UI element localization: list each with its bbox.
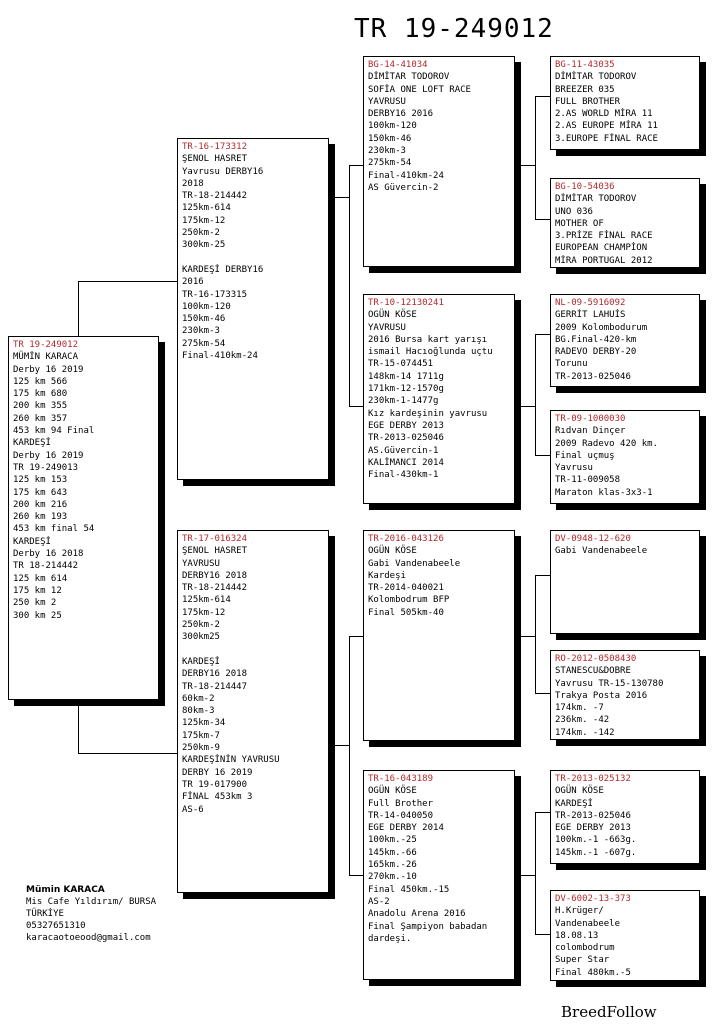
card-line: 300 km 25 — [13, 610, 62, 621]
card-line: AS.Güvercin-1 — [368, 445, 439, 456]
connector — [515, 406, 535, 407]
card-line: 100km.-1 -663g. — [555, 835, 637, 846]
card-line: 230km-3 — [182, 326, 220, 337]
card-line: KARDEŞİ — [13, 438, 51, 449]
card-line: FİNAL 453km 3 — [182, 792, 253, 803]
card-line: TR-16-173315 — [182, 289, 248, 300]
connector — [78, 700, 79, 753]
card-line: 250km-2 — [182, 228, 220, 239]
card-line: Derby 16 2019 — [13, 450, 84, 461]
card-line: 171km-12-1570g — [368, 384, 444, 395]
card-line: FULL BROTHER — [555, 96, 621, 107]
connector — [349, 636, 350, 875]
card-line: 174km. -142 — [555, 727, 615, 738]
card-line: Full Brother — [368, 798, 434, 809]
card-line: ŞENOL HASRET — [182, 546, 248, 557]
card-line: 100km-120 — [368, 121, 417, 132]
connector — [535, 575, 536, 693]
ring-number: TR-16-043189 — [368, 774, 434, 784]
card-line: 275km-54 — [182, 338, 226, 349]
contact-phone: 05327651310 — [26, 921, 86, 931]
card-line: STANESCU&DOBRE — [555, 666, 631, 677]
card-line: KARDEŞİ — [13, 536, 51, 547]
sire-card — [177, 138, 329, 480]
card-line: 453 km 94 Final — [13, 426, 95, 437]
connector — [515, 875, 535, 876]
card-line: 3.EUROPE FİNAL RACE — [555, 133, 658, 144]
card-line: 200 km 216 — [13, 499, 68, 510]
card-line: ŞENOL HASRET — [182, 154, 248, 165]
card-line: EGE DERBY 2013 — [555, 823, 631, 834]
card-line: 175 km 12 — [13, 585, 62, 596]
card-line: YAVRUSU — [182, 558, 220, 569]
card-line: 175 km 680 — [13, 389, 68, 400]
ring-number: DV-0948-12-620 — [555, 534, 631, 544]
dam-sire-sire-card — [550, 530, 700, 634]
card-line: Super Star — [555, 955, 610, 966]
ring-number: BG-10-54036 — [555, 182, 615, 192]
dam-card — [177, 530, 329, 893]
card-line: 148km-14 1711g — [368, 371, 444, 382]
card-line: OGÜN KÖSE — [368, 786, 417, 797]
contact-address: Mis Cafe Yıldırım/ BURSA — [26, 897, 157, 907]
card-line: 3.PRİZE FİNAL RACE — [555, 231, 653, 242]
card-line: 2016 — [182, 277, 204, 288]
card-line: Final-410km-24 — [368, 170, 444, 181]
card-line: 60km-2 — [182, 693, 215, 704]
dam-dam-sire-card — [550, 770, 700, 864]
ring-number: TR-16-173312 — [182, 142, 248, 152]
card-line: 125km-34 — [182, 718, 226, 729]
ring-number: TR 19-249012 — [13, 340, 79, 350]
ring-number: TR-2016-043126 — [368, 534, 444, 544]
card-line: Final 505km-40 — [368, 607, 444, 618]
contact-country: TÜRKİYE — [26, 909, 64, 919]
card-line: Final 480km.-5 — [555, 967, 631, 978]
card-line: 150km-46 — [368, 133, 412, 144]
card-line: DERBY16 2018 — [182, 669, 248, 680]
sire-sire-card — [363, 56, 515, 267]
card-line: BREEZER 035 — [555, 84, 615, 95]
card-line: KARDEŞİ — [555, 798, 593, 809]
card-line: Final-430km-1 — [368, 470, 439, 481]
pedigree-title: TR 19-249012 — [354, 14, 554, 44]
card-line: 250 km 2 — [13, 598, 57, 609]
card-line: OGÜN KÖSE — [368, 546, 417, 557]
connector — [515, 636, 535, 637]
card-line: Final-410km-24 — [182, 351, 258, 362]
card-line: TR-2014-040021 — [368, 583, 444, 594]
card-line: Yavrusu TR-15-130780 — [555, 678, 664, 689]
ring-number: TR-2013-025132 — [555, 774, 631, 784]
card-line: 2009 Radevo 420 km. — [555, 438, 658, 449]
card-line: OGÜN KÖSE — [555, 786, 604, 797]
connector — [515, 165, 535, 166]
card-line: 300km-25 — [182, 240, 226, 251]
connector — [349, 165, 350, 406]
card-line: EGE DERBY 2013 — [368, 420, 444, 431]
card-line: colombodrum — [555, 943, 615, 954]
card-line: Gabi Vandenabeele — [555, 546, 648, 557]
card-line: Final Şampiyon babadan — [368, 921, 488, 932]
card-line: 230km-1-1477g — [368, 396, 439, 407]
card-line: 145km.-66 — [368, 847, 417, 858]
card-line: DİMİTAR TODOROV — [555, 194, 637, 205]
card-line: Derby 16 2019 — [13, 364, 84, 375]
card-line: Vandenabeele — [555, 918, 621, 929]
card-line: TR-11-009058 — [555, 475, 621, 486]
card-line: TR-2013-025046 — [555, 371, 631, 382]
card-line: Yavrusu DERBY16 — [182, 166, 264, 177]
brand-logo-text: BreedFollow — [561, 1003, 657, 1021]
card-line: YAVRUSU — [368, 322, 406, 333]
connector — [78, 753, 179, 754]
dam-sire-dam-card — [550, 650, 700, 740]
card-line: Torunu — [555, 359, 588, 370]
card-line: 175km-7 — [182, 730, 220, 741]
card-line: 174km. -7 — [555, 703, 604, 714]
card-line: KARDEŞİ — [182, 656, 220, 667]
card-line: AS-6 — [182, 804, 204, 815]
card-line: MİRA PORTUGAL 2012 — [555, 255, 653, 266]
card-line: 175km-12 — [182, 215, 226, 226]
ring-number: TR-09-1000030 — [555, 414, 626, 424]
card-line: 2.AS WORLD MİRA 11 — [555, 109, 653, 120]
card-line: AS Güvercin-2 — [368, 182, 439, 193]
sire-dam-card — [363, 294, 515, 504]
card-line: KARDEŞİNİN YAVRUSU — [182, 755, 280, 766]
dam-dam-dam-card — [550, 890, 700, 981]
card-line: 2.AS EUROPE MİRA 11 — [555, 121, 658, 132]
card-line: 2009 Kolombodurum — [555, 322, 648, 333]
connector — [329, 197, 349, 198]
card-line: Derby 16 2018 — [13, 549, 84, 560]
card-line: 100km-120 — [182, 301, 231, 312]
dam-dam-card — [363, 770, 515, 980]
card-line: GERRİT LAHUİS — [555, 310, 626, 321]
card-line: EUROPEAN CHAMPİON — [555, 243, 648, 254]
card-line: 2018 — [182, 178, 204, 189]
connector — [329, 745, 349, 746]
card-line: UNO 036 — [555, 206, 593, 217]
card-line: KARDEŞİ DERBY16 — [182, 264, 264, 275]
card-line: YAVRUSU — [368, 96, 406, 107]
card-line: 260 km 357 — [13, 413, 68, 424]
card-line: H.Krüger/ — [555, 906, 604, 917]
card-line: 175km-12 — [182, 607, 226, 618]
card-line: TR-18-214442 — [182, 191, 248, 202]
card-line: dardeşi. — [368, 933, 412, 944]
card-line: Gabi Vandenabeele — [368, 558, 461, 569]
connector — [78, 281, 79, 336]
card-line: DİMİTAR TODOROV — [555, 72, 637, 83]
card-line: 125 km 153 — [13, 475, 68, 486]
card-line: KALİMANCI 2014 — [368, 457, 444, 468]
card-line: DERBY16 2018 — [182, 570, 248, 581]
card-line: MOTHER OF — [555, 218, 604, 229]
card-line: Trakya Posta 2016 — [555, 690, 648, 701]
ring-number: TR-17-016324 — [182, 534, 248, 544]
card-line: Anadolu Arena 2016 — [368, 909, 466, 920]
ring-number: DV-6002-13-373 — [555, 894, 631, 904]
card-line: Final 450km.-15 — [368, 884, 450, 895]
card-line: 80km-3 — [182, 706, 215, 717]
card-line: 125 km 614 — [13, 573, 68, 584]
card-line: SOFİA ONE LOFT RACE — [368, 84, 471, 95]
card-line: 18.08.13 — [555, 930, 599, 941]
connector — [78, 281, 179, 282]
ring-number: RO-2012-0508430 — [555, 654, 637, 664]
card-line: EGE DERBY 2014 — [368, 823, 444, 834]
card-line: 165km.-26 — [368, 860, 417, 871]
subject-pigeon-card — [8, 336, 159, 700]
connector — [535, 334, 536, 455]
card-line: 230km-3 — [368, 146, 406, 157]
card-line: 300km25 — [182, 632, 220, 643]
owner-contact — [26, 884, 156, 944]
card-line: TR-2013-025046 — [555, 810, 631, 821]
card-line: 175 km 643 — [13, 487, 68, 498]
card-line: 250km-2 — [182, 620, 220, 631]
card-line: TR 19-017900 — [182, 779, 248, 790]
card-line: 453 km final 54 — [13, 524, 95, 535]
card-line — [182, 252, 324, 264]
ring-number: BG-14-41034 — [368, 60, 428, 70]
card-line: RADEVO DERBY-20 — [555, 347, 637, 358]
card-line: ismail Hacıoğlunda uçtu — [368, 347, 493, 358]
contact-email: karacaotoeood@gmail.com — [26, 933, 151, 943]
owner-name: Mümin KARACA — [26, 885, 105, 895]
connector — [535, 96, 536, 219]
card-line: Kolombodrum BFP — [368, 595, 450, 606]
dam-sire-card — [363, 530, 515, 741]
card-line: 145km.-1 -607g. — [555, 847, 637, 858]
card-line: TR-15-074451 — [368, 359, 434, 370]
card-line: DİMİTAR TODOROV — [368, 72, 450, 83]
card-line: TR-18-214442 — [182, 583, 248, 594]
card-line: TR 19-249013 — [13, 462, 79, 473]
sire-dam-dam-card — [550, 410, 700, 504]
card-line: Kız kardeşinin yavrusu — [368, 408, 488, 419]
card-line: 125km-614 — [182, 203, 231, 214]
card-line: 260 km 193 — [13, 512, 68, 523]
ring-number: NL-09-5916092 — [555, 298, 626, 308]
card-line: 275km-54 — [368, 158, 412, 169]
card-line: 200 km 355 — [13, 401, 68, 412]
ring-number: TR-10-12130241 — [368, 298, 444, 308]
card-line: 250km-9 — [182, 743, 220, 754]
card-line: Maraton klas-3x3-1 — [555, 487, 653, 498]
card-line: Kardeşi — [368, 570, 406, 581]
card-line: 236km. -42 — [555, 715, 610, 726]
card-line: 270km.-10 — [368, 872, 417, 883]
card-line: TR 18-214442 — [13, 561, 79, 572]
card-line: BG.Final-420-km — [555, 334, 637, 345]
connector — [535, 812, 536, 934]
card-line: DERBY16 2016 — [368, 109, 434, 120]
sire-sire-sire-card — [550, 56, 700, 150]
sire-sire-dam-card — [550, 178, 700, 268]
card-line: 2016 Bursa kart yarışı — [368, 334, 488, 345]
card-line: MÜMİN KARACA — [13, 352, 79, 363]
card-line: OGÜN KÖSE — [368, 310, 417, 321]
card-line: Final uçmuş — [555, 450, 615, 461]
card-line: TR-18-214447 — [182, 681, 248, 692]
card-line — [182, 644, 324, 656]
card-line: 150km-46 — [182, 314, 226, 325]
card-line: 125 km 566 — [13, 376, 68, 387]
ring-number: BG-11-43035 — [555, 60, 615, 70]
card-line: Rıdvan Dinçer — [555, 426, 626, 437]
card-line: DERBY 16 2019 — [182, 767, 253, 778]
sire-dam-sire-card — [550, 294, 700, 387]
card-line: AS-2 — [368, 896, 390, 907]
card-line: 125km-614 — [182, 595, 231, 606]
card-line: TR-14-040050 — [368, 810, 434, 821]
card-line: TR-2013-025046 — [368, 433, 444, 444]
card-line: Yavrusu — [555, 463, 593, 474]
card-line: 100km.-25 — [368, 835, 417, 846]
